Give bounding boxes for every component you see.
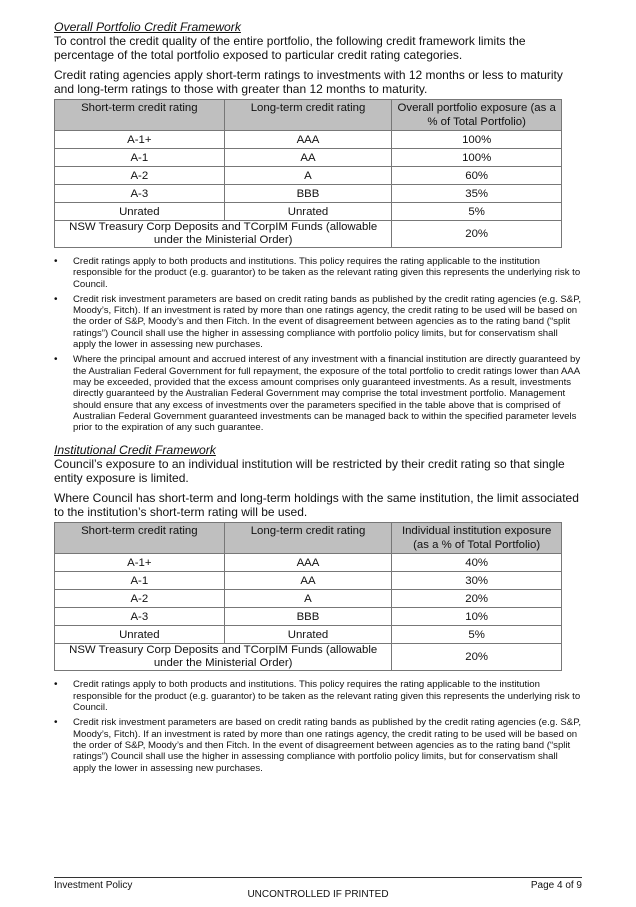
table-cell: A-1 bbox=[55, 149, 225, 167]
table-cell: Unrated bbox=[224, 203, 392, 221]
uncontrolled-notice: UNCONTROLLED IF PRINTED bbox=[247, 889, 389, 900]
column-header: Long-term credit rating bbox=[224, 100, 392, 131]
overall-credit-table bbox=[54, 99, 562, 248]
table-row bbox=[55, 167, 562, 185]
footer-document-title: Investment Policy bbox=[54, 880, 133, 891]
list-item: • Credit risk investment parameters are based on credit rating bands as published by the credit rating agencies (e.g. S&P, Moody’s, Fitch). If an investment is rated by more than one ratings agency, the credit rating to be used will be based on the order of S&P, Moody’s and then Fitch. In the event of disagreement between agencies as to the rating band (“split ratings”) Council shall use the higher in assessing compliance with portfolio policy limits, but for conservatism shall apply the lower in assessing new purchases. bbox=[54, 717, 582, 774]
bullet-list bbox=[54, 256, 582, 433]
table-cell: Unrated bbox=[55, 203, 225, 221]
list-item: • Credit risk investment parameters are based on credit rating bands as published by the credit rating agencies (e.g. S&P, Moody’s, Fitch). If an investment is rated by more than one ratings agency, the credit rating to be used will be based on the order of S&P, Moody’s and then Fitch. In the event of disagreement between agencies as to the rating band (“split ratings”) Council shall use the higher in assessing compliance with portfolio policy limits, but for conservatism shall apply the lower in assessing new purchases. bbox=[54, 293, 582, 351]
table-cell-merged: NSW Treasury Corp Deposits and TCorpIM Funds (allowable under the Ministerial Order) bbox=[55, 221, 392, 248]
table-cell: BBB bbox=[224, 608, 392, 626]
table-cell: AA bbox=[224, 572, 392, 590]
table-cell: AA bbox=[224, 149, 392, 167]
paragraph: Where Council has short-term and long-term holdings with the same institution, the limit associated to the institution’s short-term rating will be used. bbox=[54, 491, 579, 520]
bullet-icon: • bbox=[54, 717, 58, 729]
column-header: Overall portfolio exposure (as a % of Total Portfolio) bbox=[392, 100, 562, 131]
institutional-credit-table bbox=[54, 522, 562, 671]
table-row bbox=[55, 608, 562, 626]
bullet-list bbox=[54, 679, 582, 773]
table-cell: A bbox=[224, 590, 392, 608]
table-row bbox=[55, 203, 562, 221]
column-header: Short-term credit rating bbox=[55, 523, 225, 554]
table-cell: 60% bbox=[392, 167, 562, 185]
table-cell: AAA bbox=[224, 131, 392, 149]
footer-page-number: Page 4 of 9 bbox=[530, 880, 582, 891]
table-cell: A-1 bbox=[55, 572, 225, 590]
column-header: Short-term credit rating bbox=[55, 100, 225, 131]
section-heading-institutional: Institutional Credit Framework bbox=[54, 443, 216, 458]
table-cell: A-3 bbox=[55, 185, 225, 203]
table-row bbox=[55, 221, 562, 248]
list-item: • Where the principal amount and accrued interest of any investment with a financial institution are directly guaranteed by the Australian Federal Government for full repayment, the exposure of the total portfolio to credit ratings lower than AAA may be exceeded, provided that the excess amount comprises only guaranteed investments. As a result, investments directly guaranteed by the Australian Federal Government may comprise the total investment portfolio. Management should ensure that any excess of investments over the parameters specified in the table above that is comprised of Australian Federal Government guaranteed investments can be managed back to within the specified parameter levels prior to the expiration of any such guarantee. bbox=[54, 354, 581, 434]
table-cell: AAA bbox=[224, 554, 392, 572]
table-cell: A-2 bbox=[55, 167, 225, 185]
column-header: Individual institution exposure (as a % of Total Portfolio) bbox=[392, 523, 562, 554]
list-item: • Credit ratings apply to both products and institutions. This policy requires the rating applicable to the institution responsible for the product (e.g. guarantor) to be taken as the relevant rating given this represents the underlying risk to Council. bbox=[54, 679, 581, 714]
table-row bbox=[55, 554, 562, 572]
table-cell: A-2 bbox=[55, 590, 225, 608]
table-cell: 35% bbox=[392, 185, 562, 203]
table-cell: A-1+ bbox=[55, 131, 225, 149]
bullet-icon: • bbox=[54, 293, 58, 305]
document-page bbox=[54, 20, 582, 778]
bullet-icon: • bbox=[54, 256, 58, 267]
table-cell: 20% bbox=[392, 644, 562, 671]
table-row bbox=[55, 149, 562, 167]
list-item: • Credit ratings apply to both products and institutions. This policy requires the rating applicable to the institution responsible for the product (e.g. guarantor) to be taken as the relevant rating given this represents the underlying risk to Council. bbox=[54, 256, 581, 290]
table-row bbox=[55, 185, 562, 203]
page-footer bbox=[54, 877, 582, 891]
table-cell: A-1+ bbox=[55, 554, 225, 572]
table-row bbox=[55, 626, 562, 644]
paragraph: Credit rating agencies apply short-term ratings to investments with 12 months or less to maturity and long-term ratings to those with greater than 12 months to maturity. bbox=[54, 68, 563, 96]
bullet-icon: • bbox=[54, 354, 58, 366]
table-cell: 100% bbox=[392, 149, 562, 167]
bullet-icon: • bbox=[54, 679, 58, 691]
table-cell: Unrated bbox=[55, 626, 225, 644]
section-heading-overall: Overall Portfolio Credit Framework bbox=[54, 20, 241, 34]
table-cell: 10% bbox=[392, 608, 562, 626]
paragraph: To control the credit quality of the entire portfolio, the following credit framework limits the percentage of the total portfolio exposed to particular credit rating categories. bbox=[54, 34, 526, 62]
table-cell: 5% bbox=[392, 626, 562, 644]
table-row bbox=[55, 590, 562, 608]
table-cell: 20% bbox=[392, 221, 562, 248]
table-cell: 20% bbox=[392, 590, 562, 608]
paragraph: Council’s exposure to an individual institution will be restricted by their credit rating so that single entity exposure is limited. bbox=[54, 457, 565, 486]
table-cell: 100% bbox=[392, 131, 562, 149]
column-header: Long-term credit rating bbox=[224, 523, 392, 554]
table-cell-merged: NSW Treasury Corp Deposits and TCorpIM Funds (allowable under the Ministerial Order) bbox=[55, 644, 392, 671]
table-header-row bbox=[55, 523, 562, 554]
table-header-row bbox=[55, 100, 562, 131]
table-cell: A-3 bbox=[55, 608, 225, 626]
table-cell: 40% bbox=[392, 554, 562, 572]
table-row bbox=[55, 131, 562, 149]
table-cell: 30% bbox=[392, 572, 562, 590]
table-cell: Unrated bbox=[224, 626, 392, 644]
table-row bbox=[55, 644, 562, 671]
table-row bbox=[55, 572, 562, 590]
table-cell: A bbox=[224, 167, 392, 185]
table-cell: 5% bbox=[392, 203, 562, 221]
table-cell: BBB bbox=[224, 185, 392, 203]
